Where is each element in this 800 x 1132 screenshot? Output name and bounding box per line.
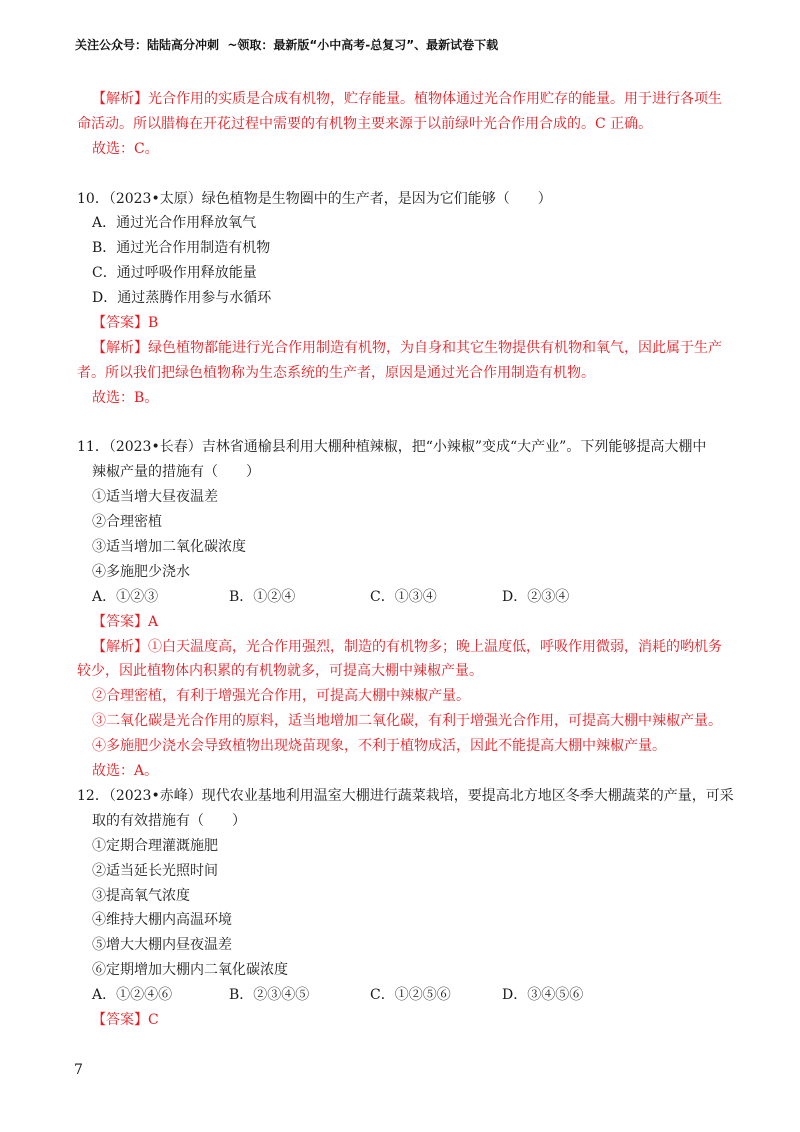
q12-options-row bbox=[77, 983, 742, 1008]
q12-item: ②适当延长光照时间 bbox=[92, 862, 218, 879]
q12-item: ⑤增大大棚内昼夜温差 bbox=[92, 937, 232, 954]
q10-analysis-line: 【解析】绿色植物都能进行光合作用制造有机物，为自身和其它生物提供有机物和氧气，因此属于生产 bbox=[92, 339, 722, 356]
q10-option-b: B．通过光合作用制造有机物 bbox=[92, 240, 271, 257]
q9-analysis-line: 【解析】光合作用的实质是合成有机物，贮存能量。植物体通过光合作用贮存的能量。用于进行各项生 bbox=[92, 91, 722, 107]
q11-item: ③适当增加二氧化碳浓度 bbox=[92, 539, 246, 556]
q10-stem: 10．（2023•太原）绿色植物是生物圈中的生产者，是因为它们能够（ ） bbox=[77, 190, 552, 207]
q11-options-row bbox=[77, 585, 742, 610]
q11-conclusion: 故选：A。 bbox=[92, 763, 159, 780]
section-2-heading-row bbox=[77, 162, 742, 187]
q10-analysis-line: 者。所以我们把绿色植物称为生态系统的生产者，原因是通过光合作用制造有机物。 bbox=[77, 364, 595, 381]
page-number: 7 bbox=[74, 1062, 83, 1078]
q11-option-c: C．①③④ bbox=[370, 588, 437, 605]
q10-option-d: D．通过蒸腾作用参与水循环 bbox=[92, 290, 272, 307]
q11-analysis-line: ③二氧化碳是光合作用的原料，适当地增加二氧化碳，有利于增强光合作用，可提高大棚中辣椒产量。 bbox=[92, 713, 722, 730]
q9-conclusion: 故选：C。 bbox=[92, 140, 159, 157]
page-content bbox=[77, 87, 742, 1033]
q9-analysis-line: 命活动。所以腊梅在开花过程中需要的有机物主要来源于以前绿叶光合作用合成的。C 正确。 bbox=[77, 115, 653, 132]
q12-item: ③提高氧气浓度 bbox=[92, 887, 190, 904]
q12-option-b: B．②③④⑤ bbox=[229, 987, 310, 1004]
q11-analysis-line: 【解析】①白天温度高，光合作用强烈，制造的有机物多；晚上温度低，呼吸作用微弱，消耗的哟机务 bbox=[92, 638, 722, 655]
q12-item: ④维持大棚内高温环境 bbox=[92, 912, 232, 929]
page-header: 关注公众号：陆陆高分冲刺 ~领取：最新版“小中高考-总复习”、最新试卷下载 bbox=[75, 38, 499, 52]
q12-item: ①定期合理灌溉施肥 bbox=[92, 837, 218, 854]
q11-analysis-line: ④多施肥少浇水会导致植物出现烧苗现象，不利于植物成活，因此不能提高大棚中辣椒产量。 bbox=[92, 738, 666, 755]
q11-option-a: A．①②③ bbox=[92, 588, 159, 605]
q11-item: ④多施肥少浇水 bbox=[92, 563, 190, 580]
section-3-heading-row bbox=[77, 411, 742, 436]
q12-option-d: D．③④⑤⑥ bbox=[502, 987, 584, 1004]
q12-stem: 12．（2023•赤峰）现代农业基地利用温室大棚进行蔬菜栽培，要提高北方地区冬季大棚蔬菜的产量，可采 bbox=[77, 787, 734, 804]
q10-answer: 【答案】B bbox=[92, 315, 159, 332]
q11-item: ①适当增大昼夜温差 bbox=[92, 489, 218, 506]
q12-option-c: C．①②⑤⑥ bbox=[370, 987, 451, 1004]
q11-option-d: D．②③④ bbox=[502, 588, 570, 605]
q12-stem: 取的有效措施有（ ） bbox=[92, 812, 246, 829]
q10-conclusion: 故选：B。 bbox=[92, 389, 159, 406]
q12-item: ⑥定期增加大棚内二氧化碳浓度 bbox=[92, 962, 288, 979]
q10-option-a: A．通过光合作用释放氧气 bbox=[92, 215, 257, 232]
q11-analysis-line: 较少，因此植物体内积累的有机物就多，可提高大棚中辣椒产量。 bbox=[77, 663, 483, 680]
q10-option-c: C．通过呼吸作用释放能量 bbox=[92, 265, 257, 282]
q12-answer: 【答案】C bbox=[92, 1011, 159, 1028]
q11-stem: 11．（2023•长春）吉林省通榆县利用大棚种植辣椒，把“小辣椒”变成“大产业”。下列能够提高大棚中 bbox=[77, 439, 707, 456]
q12-option-a: A．①②④⑥ bbox=[92, 987, 173, 1004]
q11-stem: 辣椒产量的措施有（ ） bbox=[92, 464, 260, 481]
q11-item: ②合理密植 bbox=[92, 514, 162, 531]
q11-answer: 【答案】A bbox=[92, 613, 159, 630]
q11-analysis-line: ②合理密植，有利于增强光合作用，可提高大棚中辣椒产量。 bbox=[92, 688, 470, 705]
q11-option-b: B．①②④ bbox=[229, 588, 296, 605]
